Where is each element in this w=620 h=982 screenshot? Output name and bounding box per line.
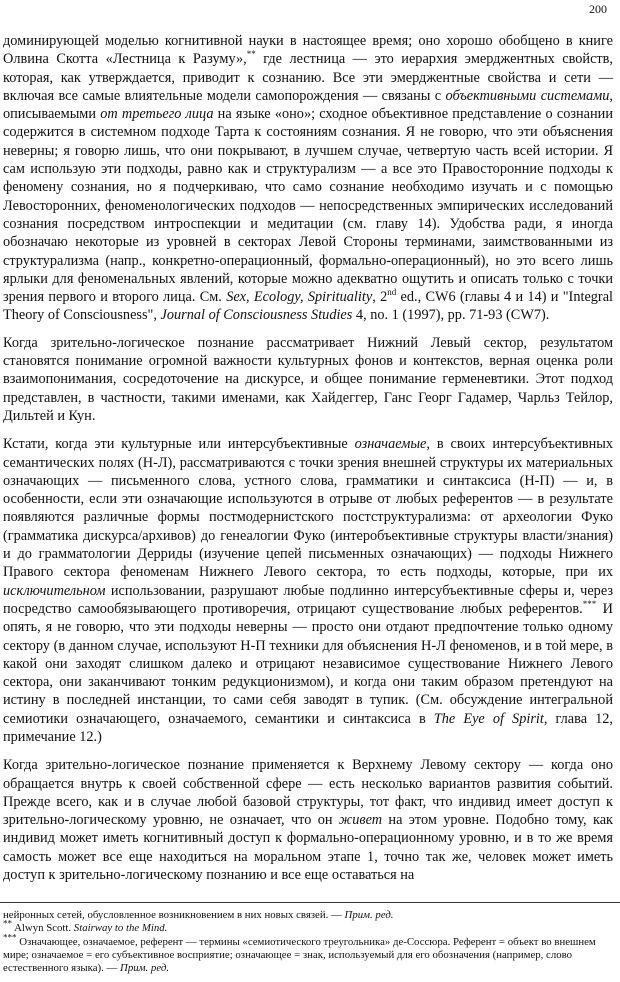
- text-run: И опять, я не говорю, что эти подходы неверны — просто они отдают предпочтение только одному сектору (в данном случае, используют Н-П техники для объяснения Н-Л феноменов, и в той мере, в какой они заходят слишком далеко и отрицают независимое существование Нижнего Левого сектора, они заканчивают тонким редукционизмом), и когда они таким образом претендуют на истину в последней инстанции, то сами себя заводят в тупик. (См. обсуждение интегральной семиотики означающего, означаемого, семантики и синтаксиса в: [3, 600, 613, 727]
- text-run: на этом уровне. Подобно тому, как индивид может иметь когнитивный доступ к формально-операционному уровню, и в то же время самость может все еще находиться на моральном этапе 1, точно так же, человек может иметь доступ к зрительно-логическому познанию и все еще оставаться на: [3, 812, 613, 884]
- text-run: Когда зрительно-логическое познание применяется к Верхнему Левому сектору — когда оно обращается внутрь к своей собственной сфере — есть несколько вариантов развития событий. Прежде всего, как и в случае любой базовой структуры, тот факт, что индивид имеет доступ к зрительно-логическому уровню, не означает, что он: [3, 757, 613, 829]
- footnote-1-continuation: [3, 909, 613, 922]
- footnote-2: [3, 918, 613, 935]
- paragraph-2: Когда зрительно-логическое познание рассматривает Нижний Левый сектор, результатом становятся понимание огромной важности культурных фонов и контекстов, верная оценка роли взаимопонимания, сосредоточение на дискурсе, и общее понимание герменевтики. Этот подход представлен, в частности, такими именами, как Хайдеггер, Ганс Георг Гадамер, Чарльз Тейлор, Дильтей и Кун.: [3, 334, 613, 424]
- book-title: The Eye of Spirit: [433, 710, 544, 727]
- ordinal-suffix: nd: [387, 287, 397, 298]
- footnote-ref-3: ***: [582, 599, 597, 610]
- text-run: ed., CW6 (главы 4 и 14) и "Integral Theory of Consciousness",: [3, 289, 614, 324]
- footnote-ref-2: **: [246, 49, 256, 60]
- italic-phrase: означаемые: [354, 436, 427, 453]
- footnote-divider: [0, 902, 620, 903]
- text-run: на языке «оно»; сходное объективное представление о сознании содержится в системном подходе Тарта к состояниям сознания. Я не говорю, что эти объяснения неверны; я говорю лишь, что они покрывают, в лучшем случае, четвертую часть всей истории. Я сам использую эти подходы, равно как и структурализм — а все это Правосторонние подходы к феномену сознания, но я подчеркиваю, что само сознание необходимо изучать и с помощью Левосторонних, феноменологических подходов — непосредственных эмпирических исследований сознания посредством интроспекции и медитации (см. главу 14). Удобства ради, я иногда обозначаю некоторые из уровней в секторах Левой Стороны терминами, заимствованными из структурализма (напр., конкретно-операционный, формально-операционный), но это всего лишь ярлыки для феноменальных явлений, которые можно адекватно ощутить и описать только с точки зрения первого и второго лица. См.: [3, 106, 613, 306]
- italic-phrase: живет: [338, 812, 383, 829]
- main-text: [3, 32, 613, 894]
- paragraph-3: [3, 435, 613, 746]
- italic-phrase: от третьего лица: [100, 106, 214, 123]
- text-run: Кстати, когда эти культурные или интерсубъективные: [3, 436, 355, 453]
- footnote-mark: ***: [3, 932, 17, 942]
- text-run: , 2: [372, 289, 388, 306]
- journal-title: Journal of Consciousness Studies: [160, 307, 353, 324]
- book-title: Sex, Ecology, Spirituality: [226, 289, 373, 306]
- footnote-mark: **: [3, 918, 12, 929]
- paragraph-4: [3, 756, 613, 884]
- text-run: , в своих интерсубъективных семантических полях (Н-Л), рассматриваются с точки зрения внешней структуры их материальных означающих — письменного слова, устного слова, грамматики и синтаксиса (Н-П) — и, в особенности, если эти означающие используются в отрыве от любых референтов — в результате появляются различные формы постмодернистского постструктурализма: от археологии Фуко (грамматика дискурса/архивов) до генеалогии Фуко (интеробъективные структуры власти/знания) и до грамматологии Дерриды (изучение цепей письменных означающих) — подходы Нижнего Правого сектора феноменам Нижнего Левого сектора, то есть подходы, которые, при их: [3, 436, 613, 581]
- italic-phrase: исключительном: [3, 582, 106, 599]
- page-number: 200: [589, 2, 607, 16]
- editor-note: Прим. ред.: [344, 909, 394, 921]
- paragraph-1: [3, 32, 613, 325]
- text-run: 4, no. 1 (1997), pp. 71-93 (CW7).: [352, 307, 550, 324]
- editor-note: Прим. ред.: [120, 962, 170, 975]
- text-run: , глава 12, примечание 12.): [3, 710, 613, 745]
- italic-phrase: объективными системами: [445, 87, 610, 104]
- text-run: доминирующей моделью когнитивной науки в настоящее время; оно хорошо обобщено в книге Олвина Скотта «Лестница к Разуму»,: [3, 33, 613, 68]
- text-run: нейронных сетей, обусловленное возникновением в них новых связей. —: [3, 909, 345, 921]
- book-title: Stairway to the Mind.: [73, 922, 168, 935]
- footnotes: [3, 909, 613, 975]
- text-run: использовании, разрушают любые подлинно интерсубъективные сферы и, через посредство самообязывающего противоречия, отрицают существование любых референтов.: [3, 582, 613, 617]
- text-run: где лестница — это иерархия эмерджентных свойств, которая, как утверждается, приводит к сознанию. Все эти эмерджентные свойства и сети — включая все самые влиятельные модели самопорождения — связаны с: [3, 51, 613, 104]
- text-run: , описываемыми: [3, 87, 613, 123]
- text-run: Означающее, означаемое, референт — термины «семиотического треугольника» де-Соссюра. Референт = объект во внешнем мире; означаемое = его субъективное восприятие; означающее = знак, используемый для его обозначения (например, слово естественного языка). —: [3, 935, 596, 975]
- text-run: Alwyn Scott.: [12, 922, 74, 935]
- footnote-3: [3, 932, 613, 976]
